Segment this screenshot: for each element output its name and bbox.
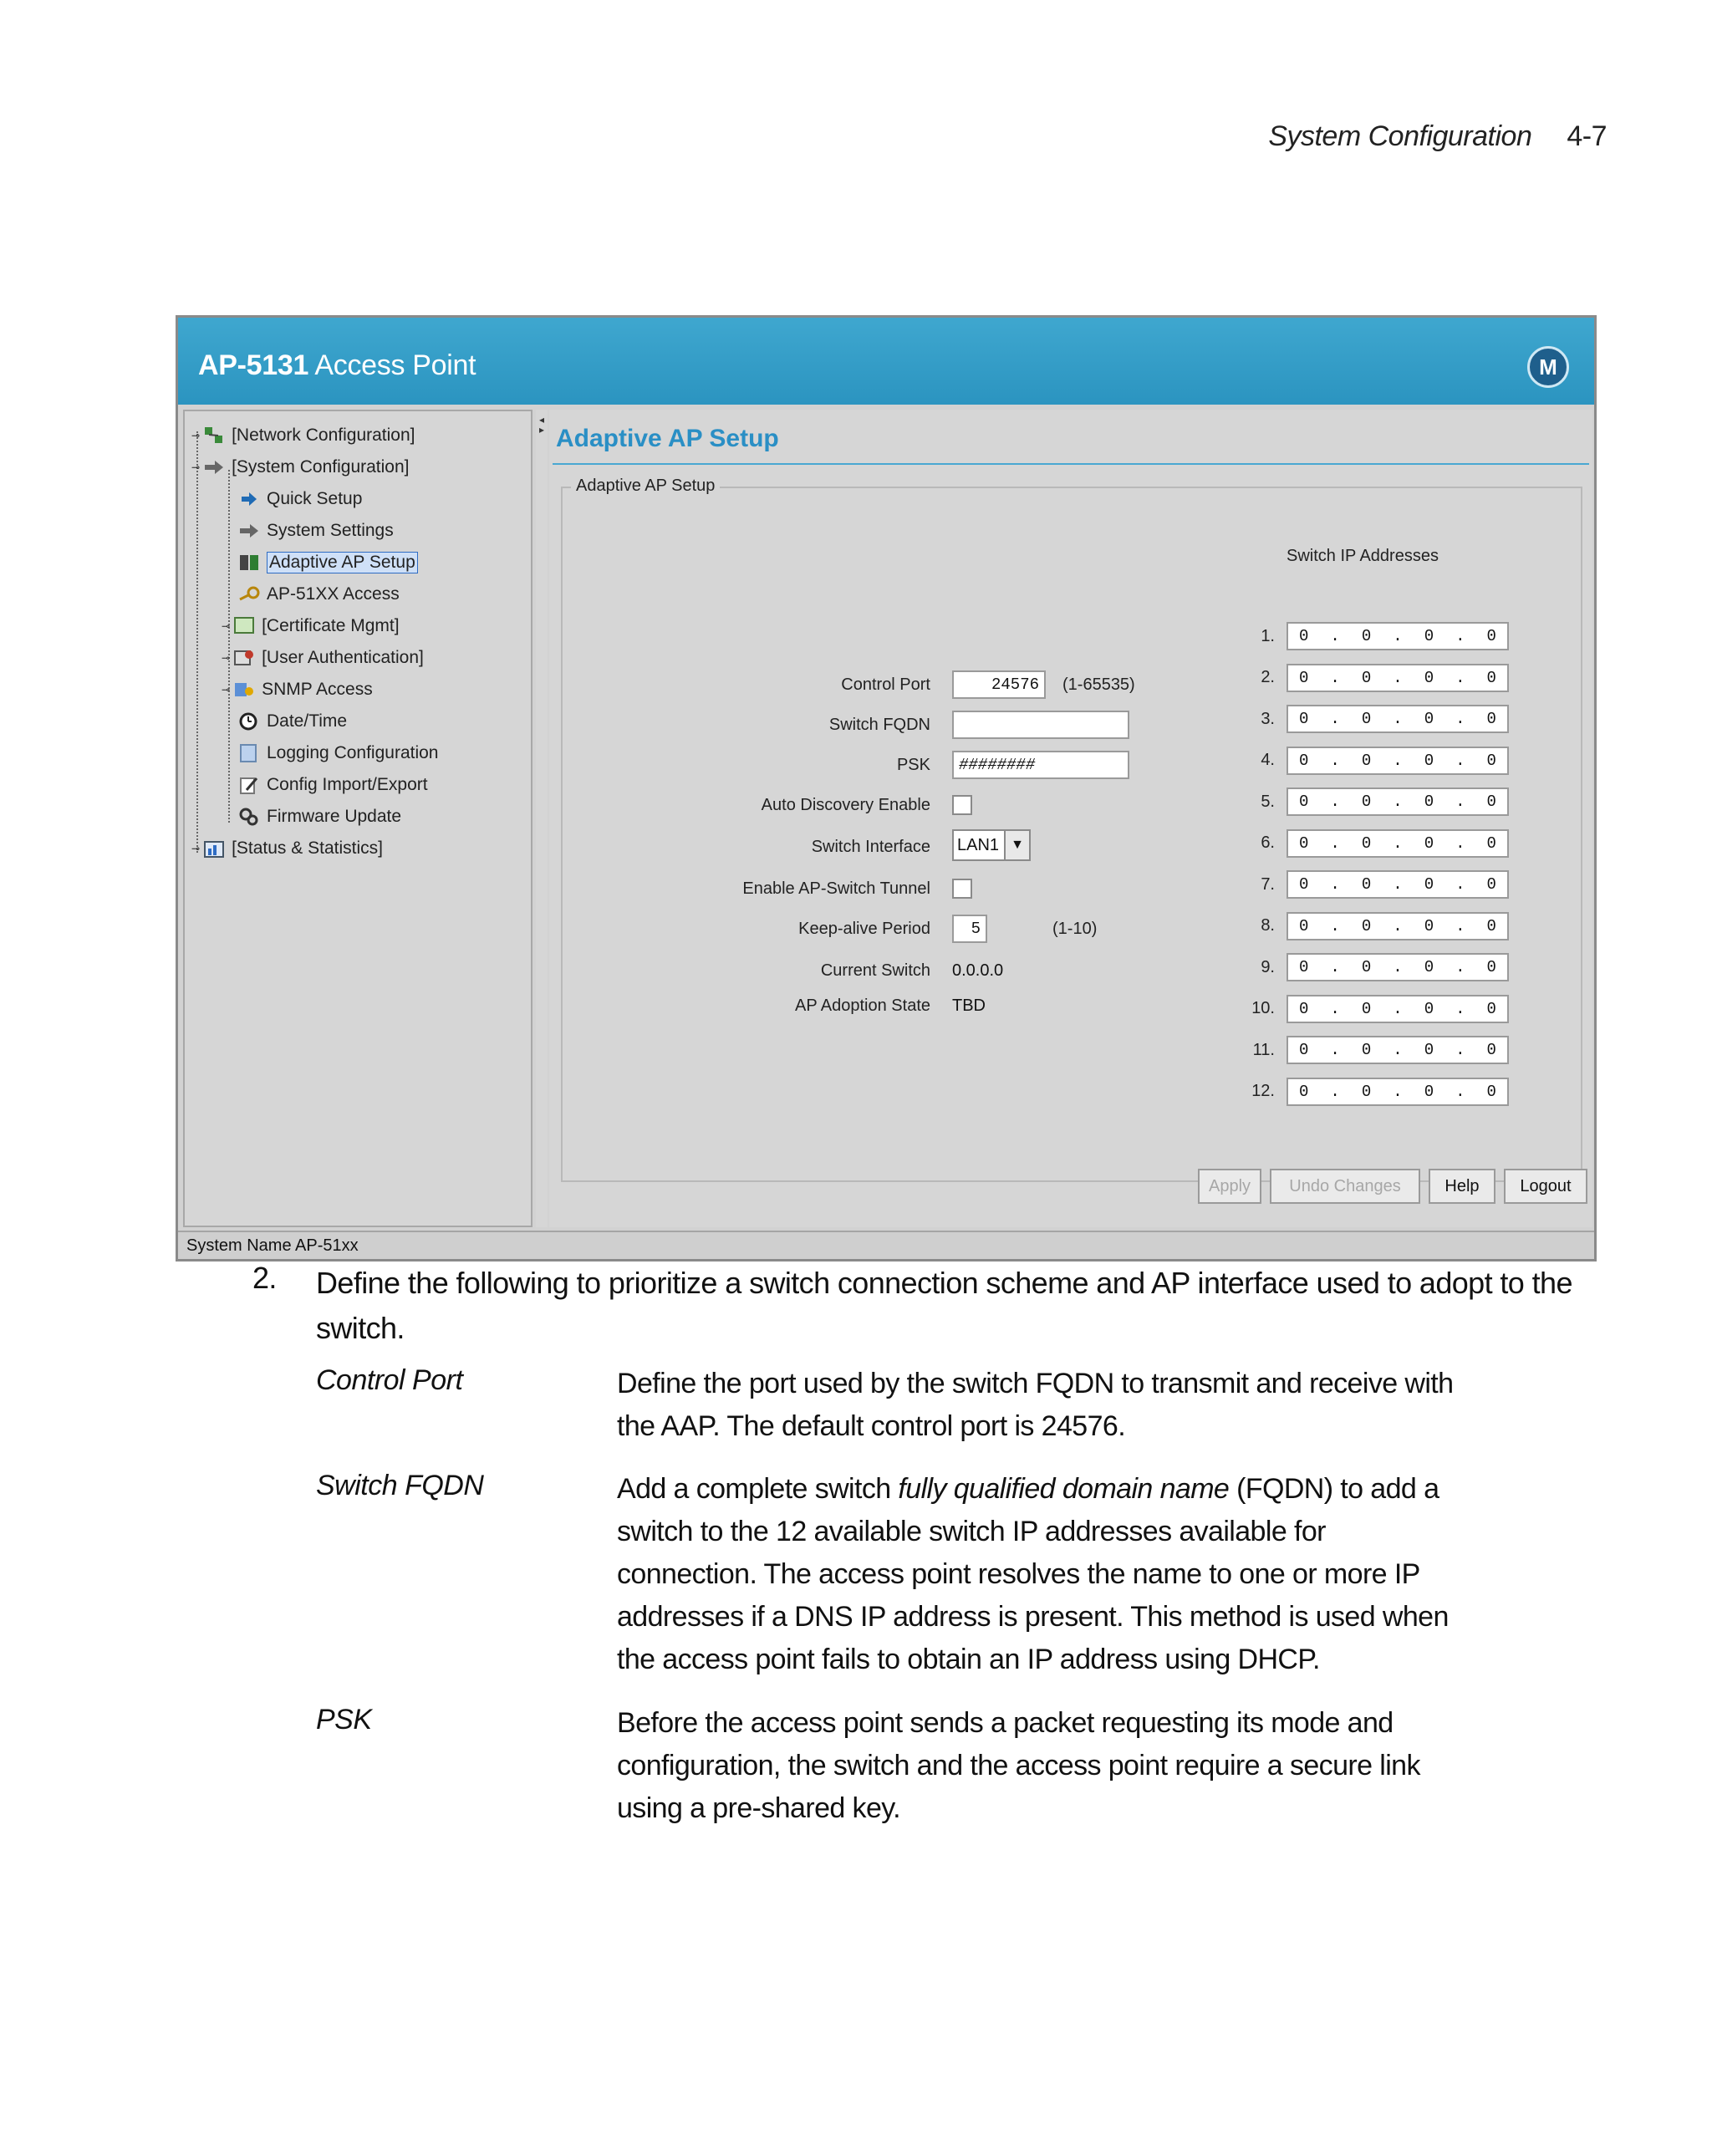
ip-octet: 0 <box>1361 627 1372 645</box>
tree-item-firmware-update[interactable]: Firmware Update <box>237 803 401 831</box>
content-pane <box>549 410 1592 1227</box>
adaptive-ap-setup-group <box>561 477 1582 1182</box>
switch-ip-row <box>1240 747 1509 775</box>
apply-button[interactable]: Apply <box>1198 1169 1261 1204</box>
ip-dot: . <box>1455 668 1465 687</box>
ip-octet: 0 <box>1486 833 1496 853</box>
ip-octet: 0 <box>1299 916 1309 935</box>
ip-octet: 0 <box>1361 710 1372 728</box>
ip-octet: 0 <box>1299 1082 1309 1101</box>
ip-octet: 0 <box>1486 668 1496 687</box>
switch-ip-input[interactable] <box>1287 829 1509 858</box>
ip-dot: . <box>1330 916 1340 935</box>
keepalive-label: Keep-alive Period <box>798 920 930 938</box>
switch-ip-row <box>1240 1078 1509 1106</box>
control-port-hint: (1-65535) <box>1062 675 1135 694</box>
stats-icon <box>201 838 227 859</box>
switch-ip-row <box>1240 912 1509 940</box>
switch-ip-row <box>1240 870 1509 899</box>
ip-dot: . <box>1330 999 1340 1018</box>
step-number: 2. <box>252 1261 277 1295</box>
ip-octet: 0 <box>1299 710 1309 728</box>
switch-ip-index: 7. <box>1261 874 1275 894</box>
switch-ip-index: 9. <box>1261 957 1275 976</box>
auto-discovery-checkbox[interactable] <box>952 795 972 815</box>
ip-octet: 0 <box>1361 916 1372 935</box>
page-header <box>1268 115 1607 157</box>
switch-ip-index: 8. <box>1261 916 1275 935</box>
tree-item-user-authentication[interactable]: ⊸ [User Authentication] <box>222 648 424 667</box>
switch-ip-row <box>1240 995 1509 1023</box>
switch-ip-input[interactable] <box>1287 622 1509 650</box>
ip-dot: . <box>1330 833 1340 853</box>
ip-dot: . <box>1455 710 1465 728</box>
ip-octet: 0 <box>1299 668 1309 687</box>
ip-dot: . <box>1330 710 1340 728</box>
switch-ip-title: Switch IP Addresses <box>1287 547 1439 565</box>
ip-dot: . <box>1330 668 1340 687</box>
adoption-state-label: AP Adoption State <box>795 996 930 1015</box>
motorola-logo-icon: M <box>1527 346 1569 388</box>
switch-ip-row <box>1240 705 1509 733</box>
ip-dot: . <box>1393 793 1403 811</box>
certificate-icon <box>232 615 257 637</box>
ip-dot: . <box>1330 875 1340 894</box>
group-legend: Adaptive AP Setup <box>571 477 720 496</box>
ip-dot: . <box>1393 668 1403 687</box>
psk-input[interactable]: ######## <box>952 751 1129 779</box>
ip-octet: 0 <box>1361 875 1372 894</box>
switch-ip-index: 3. <box>1261 709 1275 728</box>
firmware-icon <box>237 806 262 828</box>
ip-dot: . <box>1393 999 1403 1018</box>
ip-octet: 0 <box>1486 710 1496 728</box>
user-auth-icon <box>232 647 257 669</box>
control-port-label: Control Port <box>841 675 930 694</box>
ip-octet: 0 <box>1361 958 1372 976</box>
current-switch-value: 0.0.0.0 <box>952 961 1004 980</box>
ip-octet: 0 <box>1299 833 1309 853</box>
ip-dot: . <box>1330 793 1340 811</box>
switch-ip-input[interactable] <box>1287 870 1509 899</box>
ip-octet: 0 <box>1486 793 1496 811</box>
ip-octet: 0 <box>1361 793 1372 811</box>
ip-dot: . <box>1330 958 1340 976</box>
ip-octet: 0 <box>1424 751 1434 770</box>
switch-ip-input[interactable] <box>1287 953 1509 981</box>
ip-octet: 0 <box>1361 668 1372 687</box>
ip-dot: . <box>1455 875 1465 894</box>
switch-ip-row <box>1240 953 1509 981</box>
tree-item-system-settings[interactable]: System Settings <box>237 517 394 545</box>
ip-dot: . <box>1330 1082 1340 1101</box>
log-icon <box>237 742 262 764</box>
ip-dot: . <box>1455 1082 1465 1101</box>
def-control-port: Define the port used by the switch FQDN to transmit and receive with the AAP. The default control port is 24576. <box>617 1368 1454 1442</box>
tree-item-snmp-access[interactable]: ⊸ SNMP Access <box>222 680 373 699</box>
ip-dot: . <box>1330 751 1340 770</box>
ip-octet: 0 <box>1486 751 1496 770</box>
network-icon <box>201 425 227 446</box>
ip-dot: . <box>1393 833 1403 853</box>
import-export-icon <box>237 774 262 796</box>
ip-dot: . <box>1455 627 1465 645</box>
switch-fqdn-input[interactable] <box>952 711 1129 739</box>
tree-item-adaptive-ap-setup[interactable]: Adaptive AP Setup <box>237 548 418 577</box>
tree-item-quick-setup[interactable]: Quick Setup <box>237 485 362 513</box>
step-text: Define the following to prioritize a switch connection scheme and AP interface used to adopt to the switch. <box>316 1266 1572 1345</box>
button-bar <box>1198 1169 1587 1204</box>
adoption-state-value: TBD <box>952 996 986 1015</box>
ip-dot: . <box>1330 627 1340 645</box>
ip-octet: 0 <box>1486 958 1496 976</box>
ip-octet: 0 <box>1486 916 1496 935</box>
switch-ip-input[interactable] <box>1287 995 1509 1023</box>
status-bar: System Name AP-51xx <box>178 1231 1594 1259</box>
ip-octet: 0 <box>1299 875 1309 894</box>
ip-octet: 0 <box>1299 793 1309 811</box>
ip-octet: 0 <box>1424 1082 1434 1101</box>
ip-dot: . <box>1393 958 1403 976</box>
app-title: AP-5131 Access Point <box>198 349 476 381</box>
chevron-down-icon[interactable]: ▼ <box>1004 831 1029 859</box>
keepalive-input[interactable]: 5 <box>952 915 987 943</box>
ip-dot: . <box>1393 1082 1403 1101</box>
switch-ip-index: 4. <box>1261 751 1275 769</box>
switch-ip-row <box>1240 1036 1509 1064</box>
pane-splitter[interactable]: ◂ ▸ <box>536 410 548 1227</box>
ip-dot: . <box>1393 916 1403 935</box>
clock-icon <box>237 711 262 732</box>
term-psk: PSK <box>316 1704 372 1736</box>
ip-octet: 0 <box>1486 875 1496 894</box>
switch-ip-index: 10. <box>1251 999 1275 1017</box>
ip-octet: 0 <box>1299 958 1309 976</box>
snmp-icon <box>232 679 257 701</box>
def-psk: Before the access point sends a packet requesting its mode and configuration, the switch and the access point require a secure link using a pre-shared key. <box>617 1707 1420 1824</box>
switch-ip-index: 2. <box>1261 668 1275 686</box>
app-window <box>176 315 1597 1261</box>
term-switch-fqdn: Switch FQDN <box>316 1470 484 1501</box>
ip-octet: 0 <box>1424 793 1434 811</box>
switch-ip-index: 6. <box>1261 833 1275 852</box>
switch-ip-input[interactable] <box>1287 747 1509 775</box>
ip-octet: 0 <box>1486 999 1496 1018</box>
switch-ip-row <box>1240 829 1509 858</box>
ip-octet: 0 <box>1486 627 1496 645</box>
switch-fqdn-label: Switch FQDN <box>828 716 930 734</box>
ip-octet: 0 <box>1424 710 1434 728</box>
switch-ip-index: 1. <box>1261 626 1275 645</box>
tunnel-checkbox[interactable] <box>952 879 972 899</box>
adaptive-icon <box>237 552 262 573</box>
page-number: 4-7 <box>1567 120 1607 152</box>
ip-octet: 0 <box>1424 958 1434 976</box>
switch-ip-index: 12. <box>1251 1082 1275 1100</box>
system-icon <box>201 456 227 478</box>
ip-octet: 0 <box>1361 999 1372 1018</box>
ip-dot: . <box>1455 916 1465 935</box>
tree-item-status-statistics[interactable]: ⊸ [Status & Statistics] <box>191 838 383 858</box>
ip-octet: 0 <box>1299 1041 1309 1059</box>
app-header <box>178 318 1594 405</box>
nav-tree <box>183 410 532 1227</box>
ip-dot: . <box>1455 958 1465 976</box>
ip-octet: 0 <box>1424 627 1434 645</box>
ip-octet: 0 <box>1424 1041 1434 1059</box>
switch-ip-index: 11. <box>1252 1040 1275 1059</box>
control-port-input[interactable]: 24576 <box>952 670 1046 699</box>
ip-octet: 0 <box>1424 916 1434 935</box>
switch-ip-row <box>1240 664 1509 692</box>
tree-item-certificate-mgmt[interactable]: ⊸ [Certificate Mgmt] <box>222 616 400 635</box>
ip-octet: 0 <box>1299 751 1309 770</box>
switch-ip-row <box>1240 622 1509 650</box>
tunnel-label: Enable AP-Switch Tunnel <box>742 879 930 898</box>
ip-octet: 0 <box>1424 833 1434 853</box>
ip-octet: 0 <box>1299 627 1309 645</box>
def-switch-fqdn: Add a complete switch fully qualified domain name (FQDN) to add a switch to the 12 available switch IP addresses available for connection. The access point resolves the name to one or more IP addresses if a DNS IP address is present. This method is used when the access point fails to obtain an IP address using DHCP. <box>617 1473 1449 1675</box>
logout-button[interactable]: Logout <box>1504 1169 1587 1204</box>
ip-dot: . <box>1455 833 1465 853</box>
key-icon <box>237 584 262 605</box>
psk-label: PSK <box>896 756 930 774</box>
switch-ip-input[interactable] <box>1287 1036 1509 1064</box>
ip-octet: 0 <box>1361 1082 1372 1101</box>
ip-dot: . <box>1393 751 1403 770</box>
arrow-icon <box>237 488 262 510</box>
ip-octet: 0 <box>1486 1041 1496 1059</box>
ip-dot: . <box>1393 875 1403 894</box>
auto-discovery-label: Auto Discovery Enable <box>761 796 930 814</box>
switch-ip-input[interactable] <box>1287 1078 1509 1106</box>
ip-octet: 0 <box>1361 833 1372 853</box>
switch-ip-input[interactable] <box>1287 664 1509 692</box>
settings-icon <box>237 520 262 542</box>
tree-item-system-configuration[interactable]: ⊸ [System Configuration] <box>191 457 410 477</box>
ip-dot: . <box>1455 793 1465 811</box>
ip-octet: 0 <box>1424 668 1434 687</box>
tree-item-ap-51xx-access[interactable]: AP-51XX Access <box>237 580 400 609</box>
ip-octet: 0 <box>1299 999 1309 1018</box>
ip-octet: 0 <box>1424 999 1434 1018</box>
tree-item-logging-configuration[interactable]: Logging Configuration <box>237 739 439 767</box>
ip-octet: 0 <box>1361 751 1372 770</box>
ip-dot: . <box>1393 627 1403 645</box>
switch-ip-input[interactable] <box>1287 705 1509 733</box>
ip-octet: 0 <box>1361 1041 1372 1059</box>
help-button[interactable]: Help <box>1429 1169 1495 1204</box>
ip-dot: . <box>1393 1041 1403 1059</box>
content-title: Adaptive AP Setup <box>556 425 779 452</box>
ip-dot: . <box>1455 751 1465 770</box>
section-title: System Configuration <box>1268 120 1532 152</box>
tree-item-date-time[interactable]: Date/Time <box>237 707 347 736</box>
tree-item-network-configuration[interactable]: ⊸ [Network Configuration] <box>191 426 415 445</box>
keepalive-hint: (1-10) <box>1052 919 1098 938</box>
ip-octet: 0 <box>1424 875 1434 894</box>
ip-dot: . <box>1330 1041 1340 1059</box>
ip-dot: . <box>1455 999 1465 1018</box>
current-switch-label: Current Switch <box>820 961 930 980</box>
switch-ip-input[interactable] <box>1287 787 1509 816</box>
switch-interface-select[interactable]: LAN1 ▼ <box>952 829 1031 861</box>
switch-ip-row <box>1240 787 1509 816</box>
tree-item-config-import-export[interactable]: Config Import/Export <box>237 771 428 799</box>
term-control-port: Control Port <box>316 1364 463 1396</box>
switch-ip-input[interactable] <box>1287 912 1509 940</box>
switch-interface-label: Switch Interface <box>811 838 930 856</box>
undo-changes-button[interactable]: Undo Changes <box>1270 1169 1420 1204</box>
ip-dot: . <box>1455 1041 1465 1059</box>
ip-dot: . <box>1393 710 1403 728</box>
switch-ip-index: 5. <box>1261 792 1275 811</box>
ip-octet: 0 <box>1486 1082 1496 1101</box>
